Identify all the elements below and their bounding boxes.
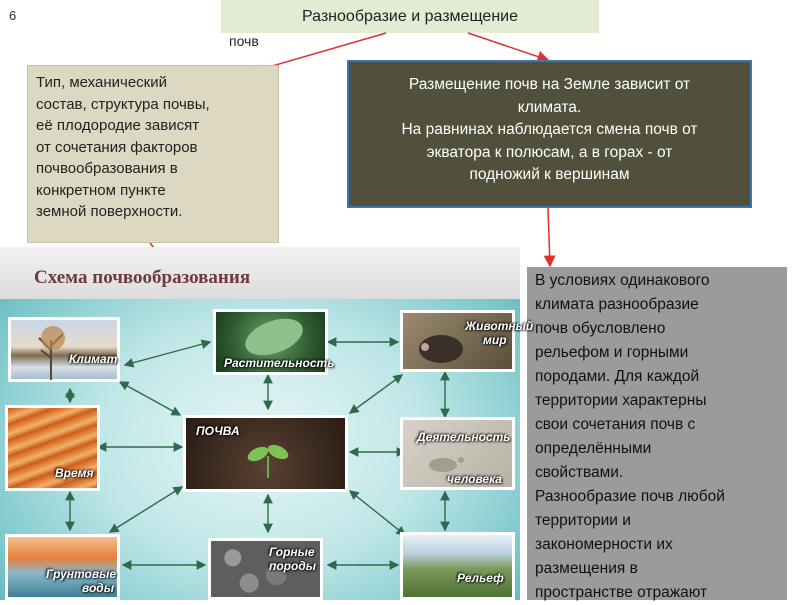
left-box-line: состав, структура почвы, bbox=[36, 95, 210, 113]
rocks-tile bbox=[208, 538, 323, 600]
left-box-line: почвообразования в bbox=[36, 160, 178, 177]
vegetation-tile bbox=[213, 309, 335, 375]
relief-label: Рельеф bbox=[457, 571, 504, 585]
gray-box-line: В условиях одинакового bbox=[535, 272, 710, 289]
left-box-line: земной поверхности. bbox=[36, 203, 183, 220]
gray-box-line: климата разнообразие bbox=[535, 296, 699, 313]
left-box-line: конкретном пункте bbox=[36, 181, 166, 199]
gray-box-line: территории и bbox=[535, 512, 631, 529]
slide-number: 6 bbox=[9, 8, 17, 23]
gray-box-line: рельефом и горными bbox=[535, 344, 689, 361]
rocks-label-2: породы bbox=[269, 559, 316, 573]
climate-tile bbox=[8, 317, 120, 382]
arrow-to-right-box bbox=[468, 33, 548, 60]
right-box-line: подножий к вершинам bbox=[469, 166, 630, 183]
gray-box-line: свои сочетания почв с bbox=[535, 416, 696, 433]
gray-box-line: определёнными bbox=[535, 440, 652, 457]
animals-tile bbox=[400, 310, 534, 372]
gray-box-line: свойствами. bbox=[535, 464, 624, 481]
vegetation-label: Растительность bbox=[224, 356, 335, 370]
animals-label-1: Животный bbox=[465, 319, 534, 333]
right-box-line: Размещение почв на Земле зависит от bbox=[408, 76, 691, 93]
left-box-line: Тип, механический bbox=[36, 74, 167, 91]
gray-box-line: почв обусловлено bbox=[535, 320, 666, 337]
right-box-line: На равнинах наблюдается смена почв от bbox=[401, 121, 698, 138]
soil-label: ПОЧВА bbox=[196, 424, 240, 438]
diagram-title: Схема почвообразования bbox=[34, 267, 251, 288]
gray-box-line: территории характерны bbox=[535, 392, 707, 409]
gray-box-line: породами. Для каждой bbox=[535, 368, 700, 385]
slide-title: Разнообразие и размещение bbox=[301, 8, 518, 25]
animals-label-2: мир bbox=[483, 333, 507, 347]
gray-text-box bbox=[527, 267, 787, 600]
soil-formation-diagram bbox=[0, 247, 534, 600]
right-box-line: климата. bbox=[517, 98, 582, 116]
gray-box-line: пространстве отражают bbox=[535, 584, 708, 601]
left-box-line: от сочетания факторов bbox=[36, 138, 198, 156]
relief-tile bbox=[400, 532, 515, 600]
groundwater-label-2: воды bbox=[82, 581, 114, 595]
time-tile bbox=[5, 405, 100, 491]
left-text-box bbox=[27, 65, 279, 243]
human-activity-label-1: Деятельность bbox=[417, 430, 511, 444]
groundwater-label-1: Грунтовые bbox=[46, 567, 117, 581]
climate-label: Климат bbox=[69, 352, 118, 366]
rocks-label-1: Горные bbox=[269, 545, 315, 559]
right-text-box bbox=[347, 60, 752, 208]
human-activity-label-2: человека bbox=[447, 472, 502, 486]
gray-box-line: размещения в bbox=[535, 560, 638, 577]
gray-box-line: закономерности их bbox=[535, 536, 673, 553]
gray-box-line: Разнообразие почв любой bbox=[535, 488, 725, 505]
slide-title-continuation: почв bbox=[229, 33, 259, 49]
left-box-line: её плодородие зависят bbox=[36, 117, 200, 134]
soil-tile bbox=[183, 415, 348, 492]
right-box-line: экватора к полюсам, а в горах - от bbox=[426, 143, 673, 161]
groundwater-tile bbox=[5, 534, 120, 600]
time-label: Время bbox=[55, 466, 94, 480]
human-activity-tile bbox=[400, 417, 515, 490]
arrow-to-gray-box bbox=[548, 208, 550, 266]
